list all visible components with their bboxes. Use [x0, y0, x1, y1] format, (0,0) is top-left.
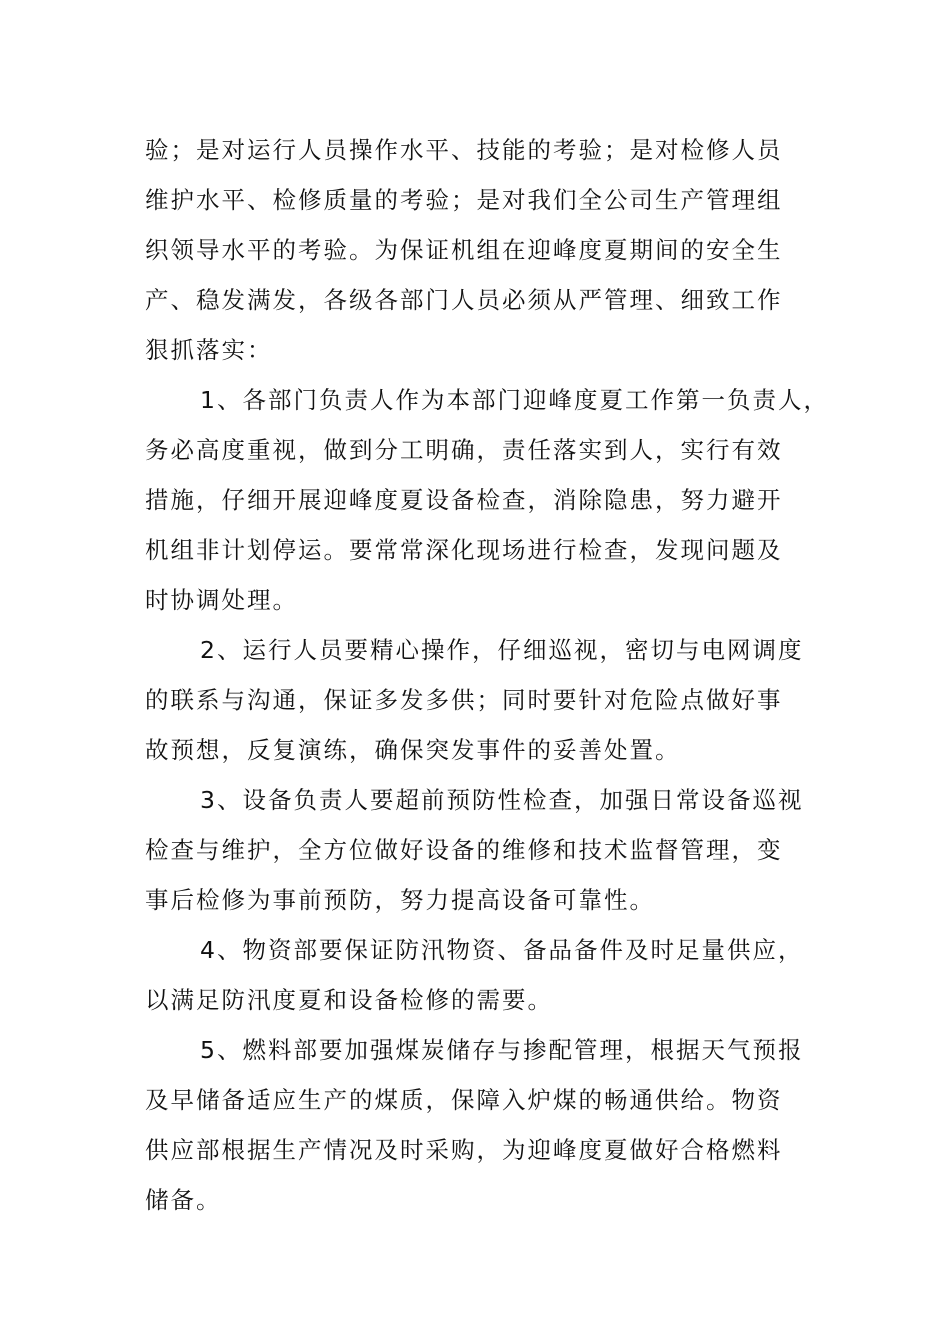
text-line: 及早储备适应生产的煤质，保障入炉煤的畅通供给。物资 — [145, 1086, 783, 1114]
paragraph-5-start: 5、燃料部要加强煤炭储存与掺配管理，根据天气预报 — [200, 1036, 804, 1064]
text-line: 务必高度重视，做到分工明确，责任落实到人，实行有效 — [145, 436, 783, 464]
text-line: 故预想，反复演练，确保突发事件的妥善处置。 — [145, 736, 681, 764]
text-line: 的联系与沟通，保证多发多供；同时要针对危险点做好事 — [145, 686, 783, 714]
text-line: 以满足防汛度夏和设备检修的需要。 — [145, 986, 553, 1014]
text-line: 狠抓落实： — [145, 336, 273, 364]
paragraph-3-start: 3、设备负责人要超前预防性检查，加强日常设备巡视 — [200, 786, 804, 814]
text-line: 事后检修为事前预防，努力提高设备可靠性。 — [145, 886, 655, 914]
text-line: 验；是对运行人员操作水平、技能的考验；是对检修人员 — [145, 136, 783, 164]
text-line: 供应部根据生产情况及时采购，为迎峰度夏做好合格燃料 — [145, 1136, 783, 1164]
text-line: 产、稳发满发，各级各部门人员必须从严管理、细致工作 — [145, 286, 783, 314]
paragraph-1-start: 1、各部门负责人作为本部门迎峰度夏工作第一负责人， — [200, 386, 829, 414]
text-line: 维护水平、检修质量的考验；是对我们全公司生产管理组 — [145, 186, 783, 214]
paragraph-4-start: 4、物资部要保证防汛物资、备品备件及时足量供应， — [200, 936, 804, 964]
text-line: 检查与维护，全方位做好设备的维修和技术监督管理，变 — [145, 836, 783, 864]
document-body — [145, 125, 829, 1225]
text-line: 时协调处理。 — [145, 586, 298, 614]
text-line: 织领导水平的考验。为保证机组在迎峰度夏期间的安全生 — [145, 236, 783, 264]
paragraph-2-start: 2、运行人员要精心操作，仔细巡视，密切与电网调度 — [200, 636, 804, 664]
text-line: 措施，仔细开展迎峰度夏设备检查，消除隐患，努力避开 — [145, 486, 783, 514]
text-line: 储备。 — [145, 1186, 222, 1214]
text-line: 机组非计划停运。要常常深化现场进行检查，发现问题及 — [145, 536, 783, 564]
